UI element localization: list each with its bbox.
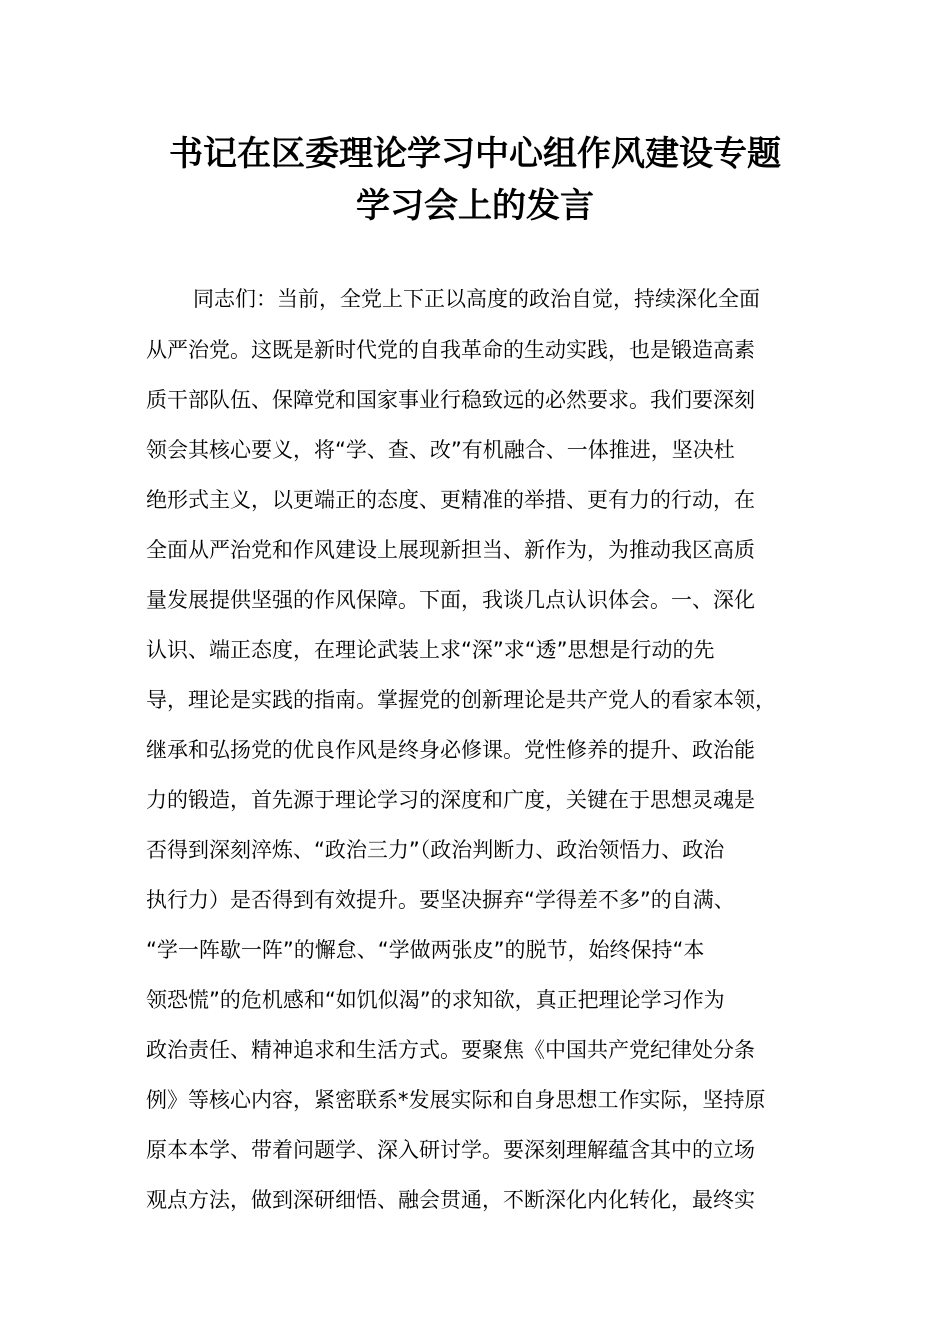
body-text-line: “学一阵歇一阵”的懈怠、“学做两张皮”的脱节，始终保持“本 [146, 938, 705, 962]
body-text-line: 执行力）是否得到有效提升。要坚决摒弃“学得差不多”的自满、 [146, 888, 735, 912]
document-title-line-2: 学习会上的发言 [356, 186, 594, 226]
body-text-line: 认识、端正态度，在理论武装上求“深”求“透”思想是行动的先 [146, 638, 715, 662]
body-text-line: 政治责任、精神追求和生活方式。要聚焦《中国共产党纪律处分条 [146, 1038, 755, 1062]
body-text-line: 观点方法，做到深研细悟、融会贯通，不断深化内化转化，最终实 [146, 1188, 755, 1212]
body-text-line: 领会其核心要义，将“学、查、改”有机融合、一体推进，坚决杜 [146, 438, 735, 462]
body-text-line: 例》等核心内容，紧密联系*发展实际和自身思想工作实际，坚持原 [146, 1088, 766, 1112]
body-text-line: 领恐慌”的危机感和“如饥似渴”的求知欲，真正把理论学习作为 [146, 988, 725, 1012]
body-text-line: 原本本学、带着问题学、深入研讨学。要深刻理解蕴含其中的立场 [146, 1138, 755, 1162]
body-text-line: 量发展提供坚强的作风保障。下面，我谈几点认识体会。一、深化 [146, 588, 755, 612]
body-text-line: 绝形式主义，以更端正的态度、更精准的举措、更有力的行动，在 [146, 488, 755, 512]
document-title-line-1: 书记在区委理论学习中心组作风建设专题 [169, 134, 781, 174]
body-text-line: 从严治党。这既是新时代党的自我革命的生动实践，也是锻造高素 [146, 338, 755, 362]
body-text-line: 质干部队伍、保障党和国家事业行稳致远的必然要求。我们要深刻 [146, 388, 755, 412]
body-text-line: 导，理论是实践的指南。掌握党的创新理论是共产党人的看家本领， [146, 688, 776, 712]
body-text-line: 全面从严治党和作风建设上展现新担当、新作为，为推动我区高质 [146, 538, 755, 562]
body-text-line: 同志们：当前，全党上下正以高度的政治自觉，持续深化全面 [193, 287, 760, 311]
body-text-line: 否得到深刻淬炼、“政治三力”（政治判断力、政治领悟力、政治 [146, 838, 725, 862]
body-text-line: 力的锻造，首先源于理论学习的深度和广度，关键在于思想灵魂是 [146, 788, 755, 812]
body-text-line: 继承和弘扬党的优良作风是终身必修课。党性修养的提升、政治能 [146, 738, 755, 762]
